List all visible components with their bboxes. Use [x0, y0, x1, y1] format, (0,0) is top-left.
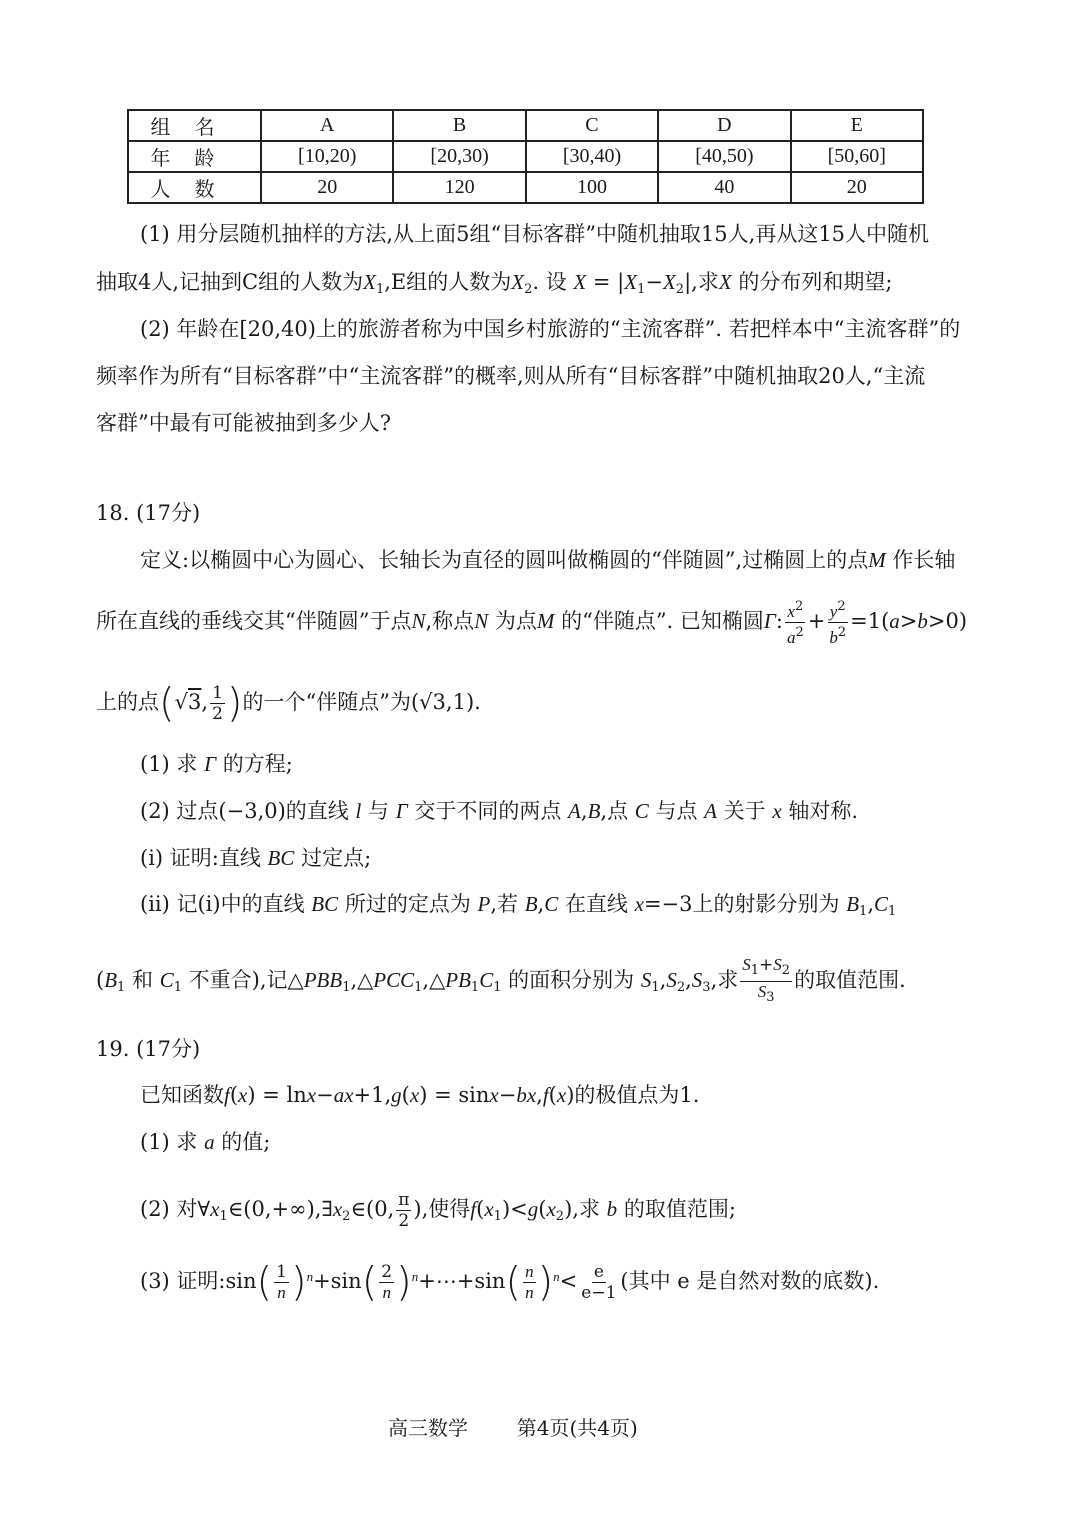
text-span: > — [899, 609, 918, 633]
text-span: ,点 — [600, 799, 629, 823]
q19-part1: (1) 求 a 的值; — [140, 1130, 271, 1154]
text-span: 作长轴 — [892, 548, 956, 572]
text-span: 上的点 — [96, 690, 159, 714]
q18-part2-i: (i) 证明:直线 BC 过定点; — [140, 846, 372, 870]
text-span: ,称点 — [425, 609, 475, 633]
table-header-cell: 组名 — [128, 110, 261, 141]
q17-part2-line3: 客群”中最有可能被抽到多少人? — [96, 411, 391, 435]
fraction-1-over-n: $\frac{1}{n}$ — [276, 1262, 287, 1302]
text-span: < — [559, 1269, 578, 1293]
text-span: = ln — [262, 1083, 307, 1107]
table-cell: 100 — [526, 172, 658, 203]
text-span: 的一个“伴随点”为(√3,1). — [242, 690, 481, 714]
text-span: ),使得 — [413, 1197, 471, 1221]
table-cell: A — [261, 110, 393, 141]
table-cell: [40,50) — [658, 141, 790, 172]
q19-part3: (3) 证明:sin( $\frac{1}{n}$ )$^n$+sin( $\frac{2}{n}$ )$^n$+⋯+sin( $\frac{n}{n}$ )$^n$< $\frac{e}{e-1}$ (其中 e 是自然对数的底数). — [140, 1259, 880, 1306]
text-span: (1) 求 — [140, 1130, 198, 1154]
table-cell: 20 — [261, 172, 393, 203]
text-span: 和 — [132, 968, 153, 992]
table-cell: 20 — [791, 172, 923, 203]
q18-part1: (1) 求 Γ 的方程; — [140, 752, 293, 776]
q18-definition-line2: 所在直线的垂线交其“伴随圆”于点N,称点N 为点M 的“伴随点”. 已知椭圆Γ: $\frac{x^2}{a^2}$ + $\frac{y^2}{b^2}$ =1(a>b>0) — [96, 599, 968, 647]
text-span: 的分布列和期望; — [738, 270, 893, 294]
text-span: (2) 过点(−3,0)的直线 — [140, 799, 349, 823]
text-span: =−3上的射影分别为 — [643, 892, 840, 916]
text-span: 交于不同的两点 — [414, 799, 562, 823]
fraction-one-half: $\frac{1}{2}$ — [212, 683, 223, 724]
table-cell: D — [658, 110, 790, 141]
text-span: 与 — [368, 799, 390, 823]
text-span: (其中 e 是自然对数的底数). — [620, 1269, 880, 1293]
table-cell: [50,60] — [791, 141, 923, 172]
text-span: +⋯+sin — [418, 1269, 506, 1293]
text-span: 不重合),记△ — [188, 968, 304, 992]
table-cell: [10,20) — [261, 141, 393, 172]
text-span: 所在直线的垂线交其“伴随圆”于点 — [96, 609, 412, 633]
table-cell: E — [791, 110, 923, 141]
q19-given: 已知函数f(x) = lnx−ax+1,g(x) = sinx−bx,f(x)的极值点为1. — [140, 1083, 700, 1107]
text-span: (ii) 记(i)中的直线 — [140, 892, 305, 916]
table-cell: C — [526, 110, 658, 141]
text-span: (1) 求 — [140, 752, 198, 776]
q18-part2: (2) 过点(−3,0)的直线 l 与 Γ 交于不同的两点 A,B,点 C 与点 A 关于 x 轴对称. — [140, 799, 859, 823]
text-span: < — [510, 1197, 528, 1221]
table-cell: B — [393, 110, 525, 141]
text-span: (i) 证明:直线 — [140, 846, 261, 870]
text-span: 为点 — [494, 609, 537, 633]
text-span: 与点 — [655, 799, 698, 823]
text-span: ,求 — [572, 1197, 600, 1221]
text-span: 的方程; — [222, 752, 293, 776]
q19-part2: (2) 对$\forall x_1\in(0,+\infty),\exists x_2\in(0$, $\frac{\pi}{2}$ ),使得$f(x_1)<g(x_2)$,求 b 的取值范围; — [140, 1190, 736, 1231]
text-span: 的极值点为1. — [574, 1083, 700, 1107]
fraction-y2-b2: $\frac{y^2}{b^2}$ — [829, 599, 847, 647]
table-row — [128, 110, 923, 141]
age-group-table — [127, 109, 924, 204]
table-cell: [20,30) — [393, 141, 525, 172]
footer-subject: 高三数学 — [388, 1416, 468, 1440]
text-span: 的取值范围. — [794, 968, 906, 992]
q18-part2-ii-continued: ($B_1$ 和 $C_1$ 不重合),记$\triangle PBB_1,\triangle PCC_1,\triangle PB_1C_1$ 的面积分别为 $S_1,S_2,S_3$,求 $\frac{S_1+S_2}{S_3}$ 的取值范围. — [96, 955, 906, 1008]
text-span: ∈(0, — [350, 1197, 395, 1221]
text-span: 的“伴随点”. 已知椭圆 — [561, 609, 764, 633]
q17-part1-line2: 抽取4人,记抽到C组的人数为$X_1,E$组的人数为$X_2$. 设 $X = |X_1-X_2|$,求X 的分布列和期望; — [96, 270, 893, 297]
text-span: = sin — [434, 1083, 490, 1107]
table-cell: 40 — [658, 172, 790, 203]
text-span: 在直线 — [564, 892, 628, 916]
table-cell: 120 — [393, 172, 525, 203]
fraction-2-over-n: $\frac{2}{n}$ — [381, 1262, 393, 1302]
q19-heading: 19. (17分) — [96, 1037, 201, 1061]
page-footer — [388, 1412, 638, 1441]
fraction-e-over-e-minus-1: $\frac{e}{e-1}$ — [581, 1262, 617, 1303]
q18-definition-line3: 上的点(√3, $\frac{1}{2}$ )的一个“伴随点”为(√3,1). — [96, 680, 481, 727]
q18-definition-line1: 定义:以椭圆中心为圆心、长轴长为直径的圆叫做椭圆的“伴随圆”,过椭圆上的点M 作长轴 — [140, 548, 956, 572]
text-span: , — [536, 1083, 543, 1107]
text-span: ∈(0,+∞),∃ — [227, 1197, 333, 1221]
text-span: +1, — [353, 1083, 392, 1107]
text-span: 定义:以椭圆中心为圆心、长轴长为直径的圆叫做椭圆的“伴随圆”,过椭圆上的点 — [140, 548, 869, 572]
text-span: 轴对称. — [788, 799, 859, 823]
fraction-pi-over-2: $\frac{\pi}{2}$ — [398, 1190, 410, 1231]
text-span: ,△ — [350, 968, 374, 992]
q17-part1-line1: (1) 用分层随机抽样的方法,从上面5组“目标客群”中随机抽取15人,再从这15人中随机 — [140, 222, 930, 246]
text-span: ,求 — [691, 270, 719, 294]
text-span: +sin — [313, 1269, 362, 1293]
footer-page-number: 第4页(共4页) — [516, 1416, 638, 1440]
q17-part2-line2: 频率作为所有“目标客群”中“主流客群”的概率,则从所有“目标客群”中随机抽取20人,“主流 — [96, 364, 926, 388]
text-span: ,求 — [710, 968, 739, 992]
text-span: 抽取4人,记抽到C组的人数为 — [96, 270, 364, 294]
text-span: 关于 — [723, 799, 766, 823]
text-span: . 设 — [532, 270, 567, 294]
text-span: ,E组的人数为 — [384, 270, 512, 294]
table-row — [128, 141, 923, 172]
q17-part2-line1: (2) 年龄在[20,40)上的旅游者称为中国乡村旅游的“主流客群”. 若把样本中“主流客群”的 — [140, 317, 961, 341]
fraction-n-over-n: $\frac{n}{n}$ — [525, 1262, 534, 1302]
table-row — [128, 172, 923, 203]
q18-heading: 18. (17分) — [96, 501, 201, 525]
table-header-cell: 人数 — [128, 172, 261, 203]
q18-part2-ii: (ii) 记(i)中的直线 BC 所过的定点为 P,若 B,C 在直线 x=−3上的射影分别为 $B_1,C_1$ — [140, 892, 897, 919]
fraction-x2-a2: $\frac{x^2}{a^2}$ — [786, 599, 804, 647]
text-span: (3) 证明:sin — [140, 1269, 257, 1293]
text-span: 的取值范围; — [623, 1197, 736, 1221]
text-span: 的面积分别为 — [508, 968, 635, 992]
text-span: ,△ — [422, 968, 446, 992]
text-span: =1( — [850, 609, 890, 633]
text-span: ,若 — [490, 892, 519, 916]
table-header-cell: 年龄 — [128, 141, 261, 172]
text-span: >0) — [927, 609, 968, 633]
text-span: 的值; — [221, 1130, 271, 1154]
fraction-s-ratio: $\frac{S_1+S_2}{S_3}$ — [742, 955, 791, 1005]
text-span: 所过的定点为 — [344, 892, 471, 916]
table-cell: [30,40) — [526, 141, 658, 172]
text-span: 过定点; — [301, 846, 372, 870]
text-span: ( — [96, 968, 105, 992]
text-span: (2) 对∀ — [140, 1197, 211, 1221]
text-span: 已知函数 — [140, 1083, 224, 1107]
